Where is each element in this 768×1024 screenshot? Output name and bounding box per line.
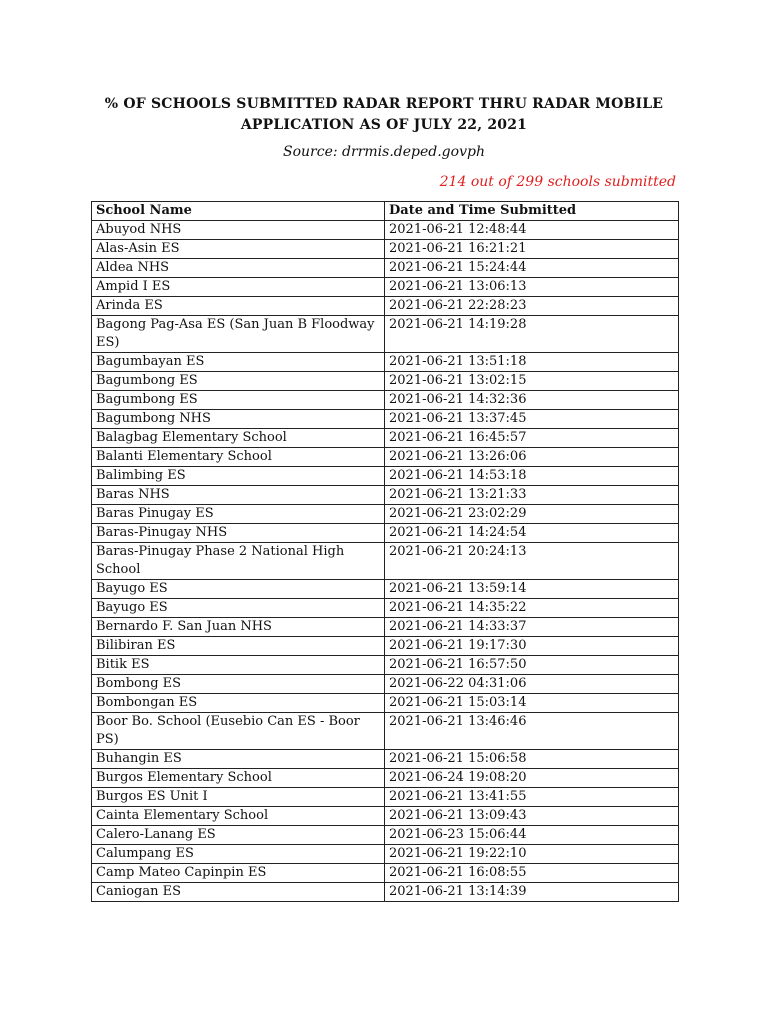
submitted-datetime-cell: 2021-06-21 14:32:36 bbox=[385, 391, 679, 410]
submitted-datetime-cell: 2021-06-21 22:28:23 bbox=[385, 297, 679, 316]
submitted-datetime-cell: 2021-06-21 19:22:10 bbox=[385, 845, 679, 864]
school-name-cell: Balagbag Elementary School bbox=[92, 429, 385, 448]
submitted-datetime-cell: 2021-06-21 16:21:21 bbox=[385, 240, 679, 259]
table-row bbox=[92, 505, 679, 524]
table-row bbox=[92, 429, 679, 448]
school-name-cell: Bitik ES bbox=[92, 656, 385, 675]
table-body bbox=[92, 221, 679, 902]
school-name-cell: Calero-Lanang ES bbox=[92, 826, 385, 845]
submitted-datetime-cell: 2021-06-21 20:24:13 bbox=[385, 543, 679, 580]
submitted-datetime-cell: 2021-06-21 14:19:28 bbox=[385, 316, 679, 353]
school-name-cell: Aldea NHS bbox=[92, 259, 385, 278]
school-name-cell: Abuyod NHS bbox=[92, 221, 385, 240]
table-row bbox=[92, 240, 679, 259]
document-title-line-2: APPLICATION AS OF JULY 22, 2021 bbox=[240, 117, 528, 133]
school-name-cell: Bagumbayan ES bbox=[92, 353, 385, 372]
table-row bbox=[92, 278, 679, 297]
submitted-datetime-cell: 2021-06-21 13:41:55 bbox=[385, 788, 679, 807]
school-name-cell: Camp Mateo Capinpin ES bbox=[92, 864, 385, 883]
school-name-cell: Bagumbong ES bbox=[92, 372, 385, 391]
table-row bbox=[92, 826, 679, 845]
submitted-datetime-cell: 2021-06-21 14:33:37 bbox=[385, 618, 679, 637]
school-name-cell: Arinda ES bbox=[92, 297, 385, 316]
school-name-cell: Ampid I ES bbox=[92, 278, 385, 297]
table-row bbox=[92, 618, 679, 637]
submitted-datetime-cell: 2021-06-21 23:02:29 bbox=[385, 505, 679, 524]
table-row bbox=[92, 807, 679, 826]
table-row bbox=[92, 448, 679, 467]
submitted-datetime-cell: 2021-06-21 13:59:14 bbox=[385, 580, 679, 599]
submitted-datetime-cell: 2021-06-21 16:45:57 bbox=[385, 429, 679, 448]
submitted-datetime-cell: 2021-06-21 15:03:14 bbox=[385, 694, 679, 713]
submitted-datetime-cell: 2021-06-21 16:08:55 bbox=[385, 864, 679, 883]
school-name-cell: Bagumbong NHS bbox=[92, 410, 385, 429]
school-name-cell: Bagong Pag-Asa ES (San Juan B Floodway ES) bbox=[92, 316, 385, 353]
table-row bbox=[92, 637, 679, 656]
table-row bbox=[92, 845, 679, 864]
submitted-datetime-cell: 2021-06-22 04:31:06 bbox=[385, 675, 679, 694]
school-name-cell: Burgos ES Unit I bbox=[92, 788, 385, 807]
table-row bbox=[92, 599, 679, 618]
school-name-cell: Boor Bo. School (Eusebio Can ES - Boor PS) bbox=[92, 713, 385, 750]
school-name-cell: Alas-Asin ES bbox=[92, 240, 385, 259]
school-name-cell: Baras-Pinugay Phase 2 National High School bbox=[92, 543, 385, 580]
school-name-cell: Bilibiran ES bbox=[92, 637, 385, 656]
submitted-datetime-cell: 2021-06-21 13:06:13 bbox=[385, 278, 679, 297]
table-row bbox=[92, 410, 679, 429]
column-header-date-time: Date and Time Submitted bbox=[385, 202, 679, 221]
submitted-datetime-cell: 2021-06-23 15:06:44 bbox=[385, 826, 679, 845]
table-row bbox=[92, 694, 679, 713]
submitted-datetime-cell: 2021-06-21 16:57:50 bbox=[385, 656, 679, 675]
table-row bbox=[92, 524, 679, 543]
submitted-datetime-cell: 2021-06-21 13:14:39 bbox=[385, 883, 679, 902]
submitted-datetime-cell: 2021-06-21 14:53:18 bbox=[385, 467, 679, 486]
column-header-school-name: School Name bbox=[92, 202, 385, 221]
table-row bbox=[92, 883, 679, 902]
school-name-cell: Caniogan ES bbox=[92, 883, 385, 902]
source-note: Source: drrmis.deped.govph bbox=[283, 144, 485, 160]
school-name-cell: Bernardo F. San Juan NHS bbox=[92, 618, 385, 637]
school-name-cell: Bombongan ES bbox=[92, 694, 385, 713]
school-name-cell: Bayugo ES bbox=[92, 599, 385, 618]
table-row bbox=[92, 675, 679, 694]
table-row bbox=[92, 656, 679, 675]
table-row bbox=[92, 372, 679, 391]
table-row bbox=[92, 259, 679, 278]
school-name-cell: Bagumbong ES bbox=[92, 391, 385, 410]
submitted-datetime-cell: 2021-06-21 14:35:22 bbox=[385, 599, 679, 618]
table-header-row bbox=[92, 202, 679, 221]
table-row bbox=[92, 353, 679, 372]
school-name-cell: Baras-Pinugay NHS bbox=[92, 524, 385, 543]
submitted-datetime-cell: 2021-06-21 19:17:30 bbox=[385, 637, 679, 656]
table-row bbox=[92, 543, 679, 580]
submitted-count: 214 out of 299 schools submitted bbox=[439, 174, 676, 190]
school-name-cell: Bayugo ES bbox=[92, 580, 385, 599]
school-name-cell: Baras NHS bbox=[92, 486, 385, 505]
submitted-datetime-cell: 2021-06-21 15:06:58 bbox=[385, 750, 679, 769]
submitted-datetime-cell: 2021-06-21 13:37:45 bbox=[385, 410, 679, 429]
table-row bbox=[92, 221, 679, 240]
school-name-cell: Balanti Elementary School bbox=[92, 448, 385, 467]
submitted-datetime-cell: 2021-06-24 19:08:20 bbox=[385, 769, 679, 788]
table-row bbox=[92, 769, 679, 788]
table-row bbox=[92, 580, 679, 599]
school-name-cell: Buhangin ES bbox=[92, 750, 385, 769]
document-title-line-1: % OF SCHOOLS SUBMITTED RADAR REPORT THRU RADAR MOBILE bbox=[104, 96, 664, 112]
table-row bbox=[92, 391, 679, 410]
submitted-datetime-cell: 2021-06-21 14:24:54 bbox=[385, 524, 679, 543]
table-row bbox=[92, 750, 679, 769]
table-row bbox=[92, 864, 679, 883]
school-name-cell: Calumpang ES bbox=[92, 845, 385, 864]
submitted-datetime-cell: 2021-06-21 13:09:43 bbox=[385, 807, 679, 826]
table-row bbox=[92, 297, 679, 316]
table-row bbox=[92, 713, 679, 750]
submitted-datetime-cell: 2021-06-21 13:21:33 bbox=[385, 486, 679, 505]
submitted-datetime-cell: 2021-06-21 15:24:44 bbox=[385, 259, 679, 278]
school-name-cell: Burgos Elementary School bbox=[92, 769, 385, 788]
submitted-datetime-cell: 2021-06-21 13:26:06 bbox=[385, 448, 679, 467]
table-row bbox=[92, 467, 679, 486]
table-row bbox=[92, 486, 679, 505]
submitted-datetime-cell: 2021-06-21 13:51:18 bbox=[385, 353, 679, 372]
school-name-cell: Cainta Elementary School bbox=[92, 807, 385, 826]
submitted-datetime-cell: 2021-06-21 13:46:46 bbox=[385, 713, 679, 750]
schools-table bbox=[91, 201, 679, 902]
submitted-datetime-cell: 2021-06-21 13:02:15 bbox=[385, 372, 679, 391]
submitted-datetime-cell: 2021-06-21 12:48:44 bbox=[385, 221, 679, 240]
table-row bbox=[92, 788, 679, 807]
school-name-cell: Baras Pinugay ES bbox=[92, 505, 385, 524]
school-name-cell: Bombong ES bbox=[92, 675, 385, 694]
school-name-cell: Balimbing ES bbox=[92, 467, 385, 486]
table-row bbox=[92, 316, 679, 353]
